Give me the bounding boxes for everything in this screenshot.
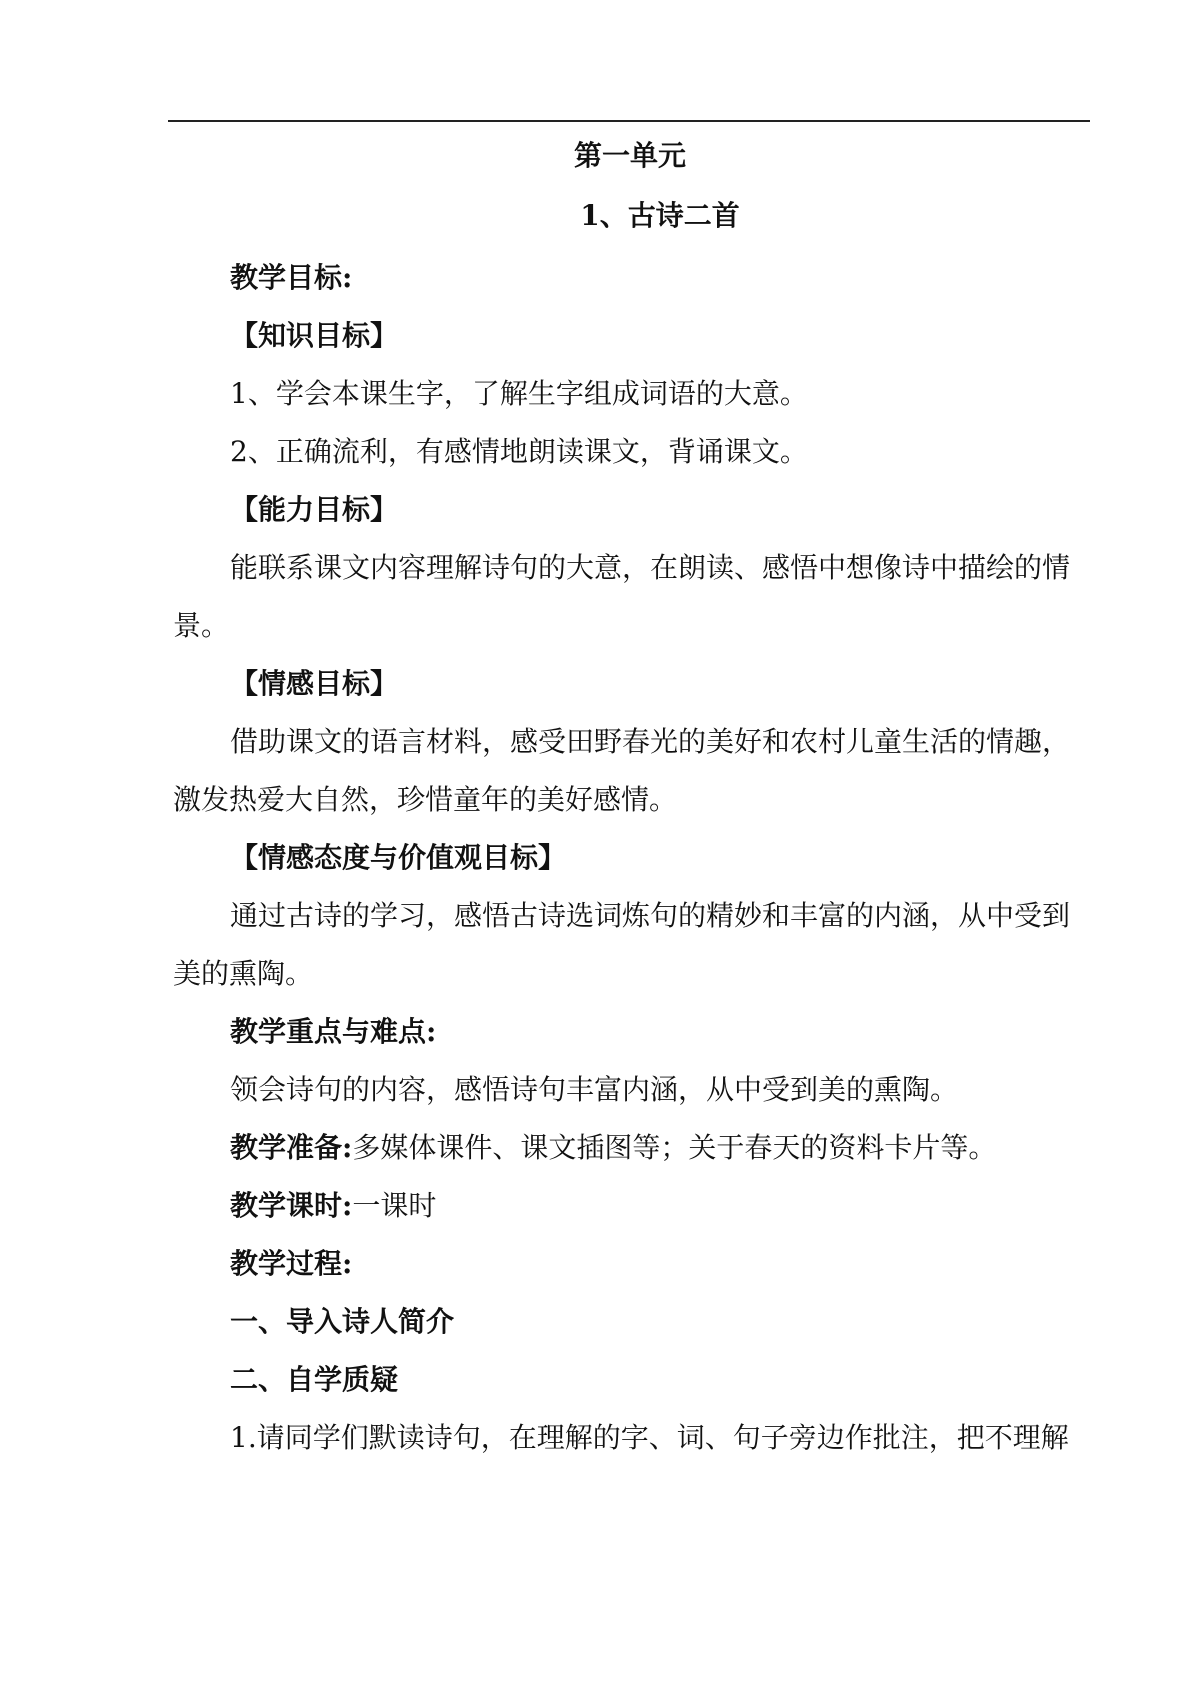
ability-heading: 【能力目标】 bbox=[230, 493, 399, 526]
prep-line bbox=[0, 1128, 1200, 1168]
key-points-text: 领会诗句的内容，感悟诗句丰富内涵，从中受到美的熏陶。 bbox=[230, 1073, 959, 1106]
key-points-heading: 教学重点与难点: bbox=[230, 1015, 437, 1048]
step-2-heading: 二、自学质疑 bbox=[230, 1363, 399, 1396]
emotion-text-line1: 借助课文的语言材料，感受田野春光的美好和农村儿童生活的情趣， bbox=[230, 725, 1071, 758]
header-rule bbox=[168, 120, 1090, 122]
objectives-heading: 教学目标: bbox=[230, 261, 353, 294]
knowledge-item-2: 2、正确流利，有感情地朗读课文，背诵课文。 bbox=[230, 435, 808, 468]
values-text-line1: 通过古诗的学习，感悟古诗选词炼句的精妙和丰富的内涵，从中受到 bbox=[230, 899, 1071, 932]
step-1-heading: 一、导入诗人简介 bbox=[230, 1305, 455, 1338]
unit-title: 第一单元 bbox=[573, 139, 686, 172]
process-heading: 教学过程: bbox=[230, 1247, 353, 1280]
lesson-title: 1、古诗二首 bbox=[580, 199, 740, 232]
values-text-line2: 美的熏陶。 bbox=[173, 957, 314, 990]
knowledge-heading: 【知识目标】 bbox=[230, 319, 399, 352]
ability-text-line2: 景。 bbox=[173, 609, 230, 642]
prep-text: 多媒体课件、课文插图等；关于春天的资料卡片等。 bbox=[352, 1131, 997, 1164]
hours-label: 教学课时: bbox=[230, 1189, 353, 1222]
step-2-item-1: 1.请同学们默读诗句，在理解的字、词、句子旁边作批注，把不理解 bbox=[230, 1421, 1069, 1454]
emotion-heading: 【情感目标】 bbox=[230, 667, 399, 700]
prep-label: 教学准备: bbox=[230, 1131, 353, 1164]
hours-text: 一课时 bbox=[352, 1189, 437, 1222]
ability-text-line1: 能联系课文内容理解诗句的大意，在朗读、感悟中想像诗中描绘的情 bbox=[230, 551, 1071, 584]
values-heading: 【情感态度与价值观目标】 bbox=[230, 841, 567, 874]
emotion-text-line2: 激发热爱大自然，珍惜童年的美好感情。 bbox=[173, 783, 678, 816]
knowledge-item-1: 1、学会本课生字，了解生字组成词语的大意。 bbox=[230, 377, 808, 410]
hours-line bbox=[0, 1186, 1200, 1226]
